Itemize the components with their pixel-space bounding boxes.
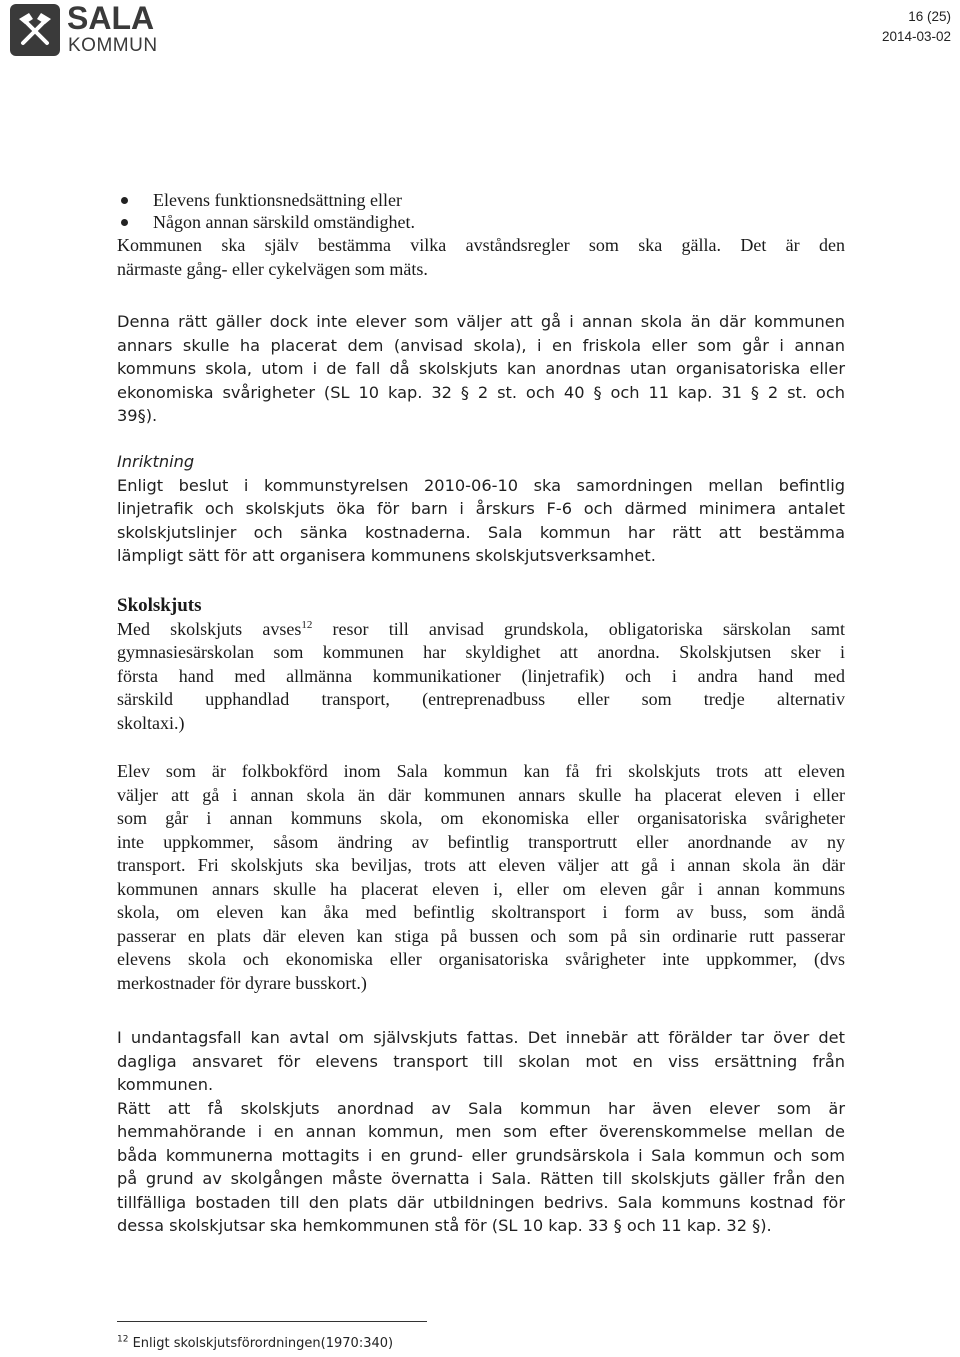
footnote-reference: 12: [301, 618, 313, 631]
text-line: Rätt att få skolskjuts anordnad av Sala kommun har även elever som är: [117, 1098, 845, 1118]
text-line: gymnasiesärskolan som kommunen har skyldighet att anordna. Skolskjutsen sker i: [117, 642, 845, 662]
inriktning-section: [117, 450, 845, 568]
logo-name: SALA: [67, 0, 155, 36]
text-line: tillfälliga bostaden till den plats där utbildningen bedrivs. Sala kommuns kostnad för: [117, 1192, 845, 1212]
text-line: skoltaxi.): [117, 712, 185, 733]
page-meta: [882, 7, 951, 47]
section-subheading: Inriktning: [117, 452, 195, 471]
list-item: Elevens funktionsnedsättning eller: [153, 189, 415, 211]
skolskjuts-paragraph-3: [117, 1026, 845, 1238]
text-line: inte uppkommer, såsom ändring av befintlig transportrutt eller anordnande av ny: [117, 831, 845, 852]
text-line: merkostnader för dyrare busskort.): [117, 972, 367, 993]
page-number: 16 (25): [908, 9, 951, 24]
text-line: elevens skola och ekonomiska eller organisatoriska svårigheter inte uppkommer, (dvs: [117, 949, 845, 969]
text-line: som går i annan kommuns skola, om ekonomiska eller organisatoriska svårigheter: [117, 808, 845, 828]
bullet-list: [153, 189, 415, 233]
text-line: skola, om eleven kan åka med befintlig skoltransport i form av buss, som ändå: [117, 902, 845, 922]
text-line: kommuns skola, utom i de fall då skolskjuts kan anordnas utan organisatoriska eller: [117, 359, 845, 378]
text-line: första hand med allmänna kommunikationer (linjetrafik) och i andra hand med: [117, 665, 845, 686]
list-item: Någon annan särskild omständighet.: [153, 211, 415, 233]
text-line: närmaste gång- eller cykelvägen som mäts.: [117, 259, 428, 279]
text-line: på grund av skolgången måste övernatta i Sala. Rätten till skolskjuts gäller från den: [117, 1169, 845, 1188]
skolskjuts-paragraph-2: [117, 760, 845, 995]
text-line: Denna rätt gäller dock inte elever som väljer att gå i annan skola än där kommunen: [117, 312, 845, 331]
footnote-divider: [117, 1321, 427, 1322]
logo-subtitle: KOMMUN: [68, 35, 158, 56]
text-line: kommunen.: [117, 1075, 214, 1094]
bullet-icon: [121, 219, 128, 226]
bullet-icon: [121, 197, 128, 204]
document-date: 2014-03-02: [881, 29, 951, 44]
text-line: ekonomiska svårigheter (SL 10 kap. 32 § 2 st. och 40 § och 11 kap. 31 § 2 st. och: [117, 382, 845, 402]
rule-paragraph: [117, 310, 845, 428]
footnote-number: 12: [117, 1334, 129, 1345]
text-line: Enligt beslut i kommunstyrelsen 2010-06-10 ska samordningen mellan befintlig: [117, 475, 845, 495]
text-line: linjetrafik och skolskjuts öka för barn i årskurs F-6 och därmed minimera antalet: [117, 499, 845, 518]
text-line: transport. Fri skolskjuts ska beviljas, trots att eleven väljer att gå i annan skola än där: [117, 855, 845, 875]
skolskjuts-section: [117, 594, 845, 735]
text-line: annars skulle ha placerat dem (anvisad skola), i en friskola eller som går i annan: [117, 335, 845, 355]
text-line: I undantagsfall kan avtal om självskjuts fattas. Det innebär att förälder tar över det: [117, 1028, 845, 1047]
footnote: [117, 1336, 393, 1351]
text-line: passerar en plats där eleven kan stiga på bussen och som på sin ordinarie rutt passerar: [117, 925, 845, 946]
footnote-text: Enligt skolskjutsförordningen(1970:340): [128, 1336, 394, 1351]
sala-kommun-logo: [10, 0, 164, 56]
text-line: Kommunen ska själv bestämma vilka avståndsregler som ska gälla. Det är den: [117, 235, 845, 255]
text-line: Elev som är folkbokförd inom Sala kommun kan få fri skolskjuts trots att eleven: [117, 761, 845, 781]
intro-paragraph: [117, 233, 845, 281]
text-line: lämpligt sätt för att organisera kommunens skolskjutsverksamhet.: [117, 546, 656, 565]
text-line: båda kommunerna mottagits i en grund- eller grundsärskola i Sala kommun och som: [117, 1145, 845, 1165]
text-line: kommunen annars skulle ha placerat eleven i, eller om eleven går i annan kommuns: [117, 878, 845, 899]
text-line: skolskjutslinjer och sänka kostnaderna. Sala kommun har rätt att bestämma: [117, 522, 845, 542]
text-line: dessa skolskjutsar ska hemkommunen stå för (SL 10 kap. 33 § och 11 kap. 32 §).: [117, 1216, 772, 1235]
text-line: väljer att gå i annan skola än där kommunen annars skulle ha placerat eleven i eller: [117, 784, 845, 805]
crossed-hammers-icon: [10, 4, 60, 56]
text-line: Med skolskjuts avses$^{12}$ resor till anvisad grundskola, obligatoriska särskolan samt: [117, 618, 846, 639]
text-line: hemmahörande i en annan kommun, men som efter överenskommelse mellan de: [117, 1122, 845, 1141]
text-line: 39§).: [117, 406, 158, 425]
text-line: särskild upphandlad transport, (entreprenadbuss eller som tredje alternativ: [117, 689, 845, 709]
section-heading: Skolskjuts: [117, 595, 202, 616]
text-line: dagliga ansvaret för elevens transport till skolan mot en viss ersättning från: [117, 1051, 845, 1071]
